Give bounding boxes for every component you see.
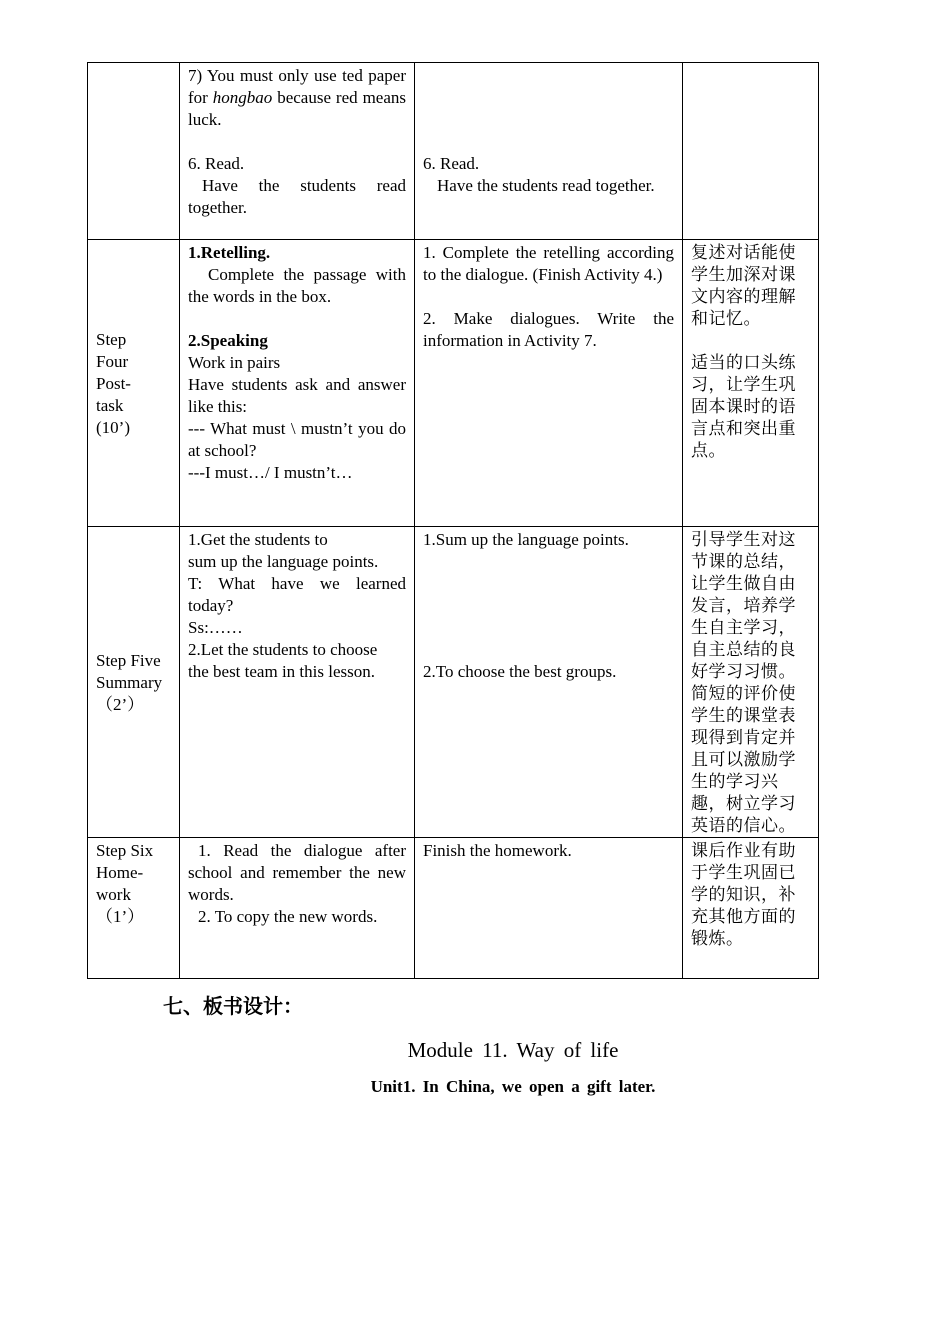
student-read-body: Have the students read together. xyxy=(437,176,655,195)
summary-line: the best team in this lesson. xyxy=(188,662,375,681)
lesson-plan-table xyxy=(87,62,819,979)
summary-line: 1.Get the students to xyxy=(188,530,328,549)
student-activity-cell xyxy=(415,838,683,979)
retelling-title: 1.Retelling. xyxy=(188,243,271,262)
teacher-read-title: 6. Read. xyxy=(188,154,245,173)
purpose-cell xyxy=(683,63,819,240)
board-unit-title: Unit1. In China, we open a gift later. xyxy=(370,1077,656,1096)
summary-line: sum up the language points. xyxy=(188,552,379,571)
step-label-line: （1’） xyxy=(96,907,145,926)
student-item-1: 1. Complete the retelling according to the dialogue. (Finish Activity 4.) xyxy=(423,243,674,284)
teacher-activity-cell xyxy=(180,63,415,240)
speaking-subtitle: Work in pairs xyxy=(188,353,281,372)
purpose-text: 引导学生对这节课的总结，让学生做自由发言，培养学生自主学习，自主总结的良好学习习惯。简短的评价使学生的课堂表现得到肯定并且可以激励学生的学习兴趣，树立学习英语的信心。 xyxy=(691,530,796,836)
step-label-line: Step Five xyxy=(96,651,161,670)
summary-line: T: What have we learned today? xyxy=(188,574,406,615)
step-label-line: Step Six xyxy=(96,841,154,860)
step-cell xyxy=(88,838,180,979)
homework-item-2: 2. To copy the new words. xyxy=(198,907,378,926)
purpose-text: 课后作业有助于学生巩固已学的知识，补充其他方面的锻炼。 xyxy=(691,841,796,949)
board-design-heading: 七、板书设计： xyxy=(163,994,303,1018)
step-cell xyxy=(88,527,180,838)
summary-line: 2.Let the students to choose xyxy=(188,640,378,659)
step-label-line: Four xyxy=(96,352,129,371)
teacher-point-7: 7) You must only use ted paper for hongbao because red means luck. xyxy=(188,66,406,129)
table-row xyxy=(88,838,819,979)
summary-line: Ss:…… xyxy=(188,618,243,637)
table-row xyxy=(88,63,819,240)
purpose-cell xyxy=(683,240,819,527)
step-label-line: Post- xyxy=(96,374,131,393)
teacher-activity-cell xyxy=(180,838,415,979)
purpose-cell xyxy=(683,838,819,979)
table-row xyxy=(88,240,819,527)
speaking-answer: ---I must…/ I mustn’t… xyxy=(188,463,353,482)
retelling-body: Complete the passage with the words in the box. xyxy=(188,265,406,306)
step-label-line: Step xyxy=(96,330,127,349)
student-item-2: 2. Make dialogues. Write the information in Activity 7. xyxy=(423,309,674,350)
student-activity-cell xyxy=(415,240,683,527)
purpose-cell xyxy=(683,527,819,838)
homework-item-1: 1. Read the dialogue after school and remember the new words. xyxy=(188,841,406,904)
speaking-question: --- What must \ mustn’t you do at school? xyxy=(188,419,406,460)
step-cell xyxy=(88,240,180,527)
table-row xyxy=(88,527,819,838)
student-homework: Finish the homework. xyxy=(423,841,572,860)
step-cell xyxy=(88,63,180,240)
student-item-2: 2.To choose the best groups. xyxy=(423,662,617,681)
speaking-body: Have students ask and answer like this: xyxy=(188,375,406,416)
step-label-line: task xyxy=(96,396,124,415)
step-label-line: (10’) xyxy=(96,418,130,437)
step-label-line: Summary xyxy=(96,673,163,692)
teacher-read-body: Have the students read together. xyxy=(188,176,406,217)
step-label-line: （2’） xyxy=(96,695,145,714)
speaking-title: 2.Speaking xyxy=(188,331,268,350)
student-activity-cell xyxy=(415,63,683,240)
purpose-text-2: 适当的口头练习，让学生巩固本课时的语言点和突出重点。 xyxy=(691,353,796,461)
step-label-line: work xyxy=(96,885,131,904)
board-module-title: Module 11. Way of life xyxy=(407,1038,619,1062)
step-label-line: Home- xyxy=(96,863,144,882)
student-item-1: 1.Sum up the language points. xyxy=(423,530,629,549)
student-activity-cell xyxy=(415,527,683,838)
purpose-text-1: 复述对话能使学生加深对课文内容的理解和记忆。 xyxy=(691,243,796,329)
teacher-activity-cell xyxy=(180,240,415,527)
student-read-title: 6. Read. xyxy=(423,154,480,173)
teacher-activity-cell xyxy=(180,527,415,838)
